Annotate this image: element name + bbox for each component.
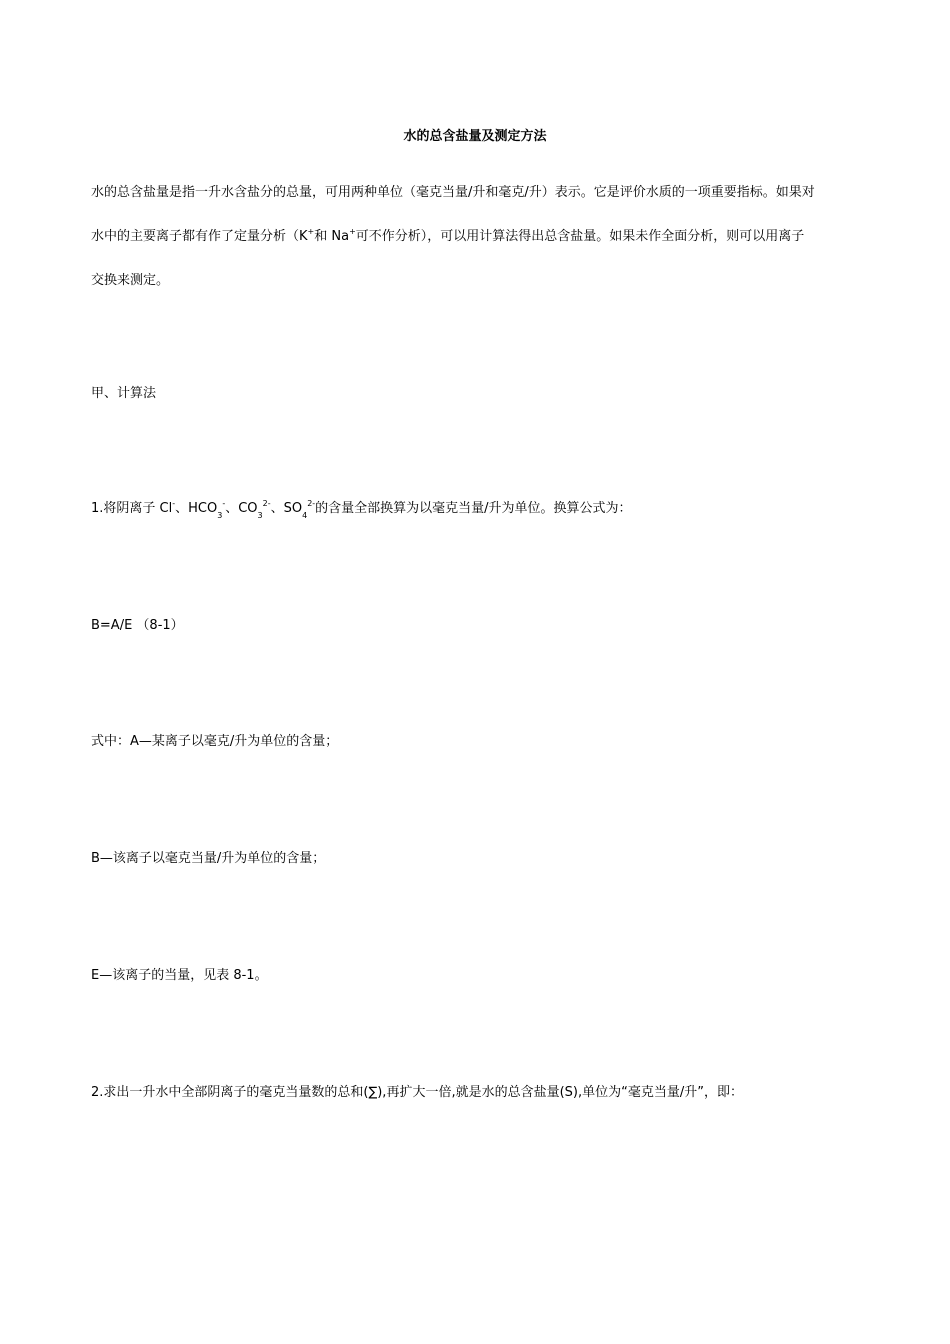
superscript: 2-	[307, 498, 316, 508]
step-2-text: 2.求出一升水中全部阴离子的毫克当量数的总和(∑),再扩大一倍,就是水的总含盐量(S),单位为“毫克当量/升”，即：	[91, 1085, 743, 1100]
superscript: -	[222, 498, 226, 508]
section-heading-calculation: 甲、计算法	[91, 386, 157, 401]
intro-paragraph-line-1: 水的总含盐量是指一升水含盐分的总量，可用两种单位（毫克当量/升和毫克/升）表示。它是评价水质的一项重要指标。如果对	[91, 185, 815, 200]
intro-text: 可不作分析），可以用计算法得出总含盐量。如果未作全面分析，则可以用离子	[355, 229, 805, 244]
subscript: 4	[302, 510, 308, 520]
step-1-part: 、CO	[225, 501, 258, 516]
definition-b: B—该离子以毫克当量/升为单位的含量；	[91, 851, 326, 866]
step-1-part: 1.将阴离子 Cl	[91, 501, 173, 516]
document-title: 水的总含盐量及测定方法	[403, 129, 547, 144]
definition-a: 式中：A—某离子以毫克/升为单位的含量；	[91, 734, 339, 749]
intro-text: 和 Na	[314, 229, 350, 244]
subscript: 3	[257, 510, 263, 520]
step-1-part: 的含量全部换算为以毫克当量/升为单位。换算公式为：	[315, 501, 632, 516]
intro-paragraph-line-3: 交换来测定。	[91, 273, 170, 288]
intro-paragraph-line-2	[91, 228, 804, 246]
formula-8-1: B=A/E （8-1）	[91, 618, 184, 633]
superscript: 2-	[262, 498, 271, 508]
definition-e: E—该离子的当量，见表 8-1。	[91, 968, 268, 983]
step-1-part: 、HCO	[175, 501, 218, 516]
superscript: +	[307, 226, 315, 236]
step-1-part: 、SO	[270, 501, 303, 516]
superscript: -	[172, 498, 176, 508]
superscript: +	[349, 226, 356, 236]
intro-text: 水中的主要离子都有作了定量分析（K	[91, 229, 308, 244]
subscript: 3	[217, 510, 223, 520]
step-1-text	[91, 500, 632, 518]
